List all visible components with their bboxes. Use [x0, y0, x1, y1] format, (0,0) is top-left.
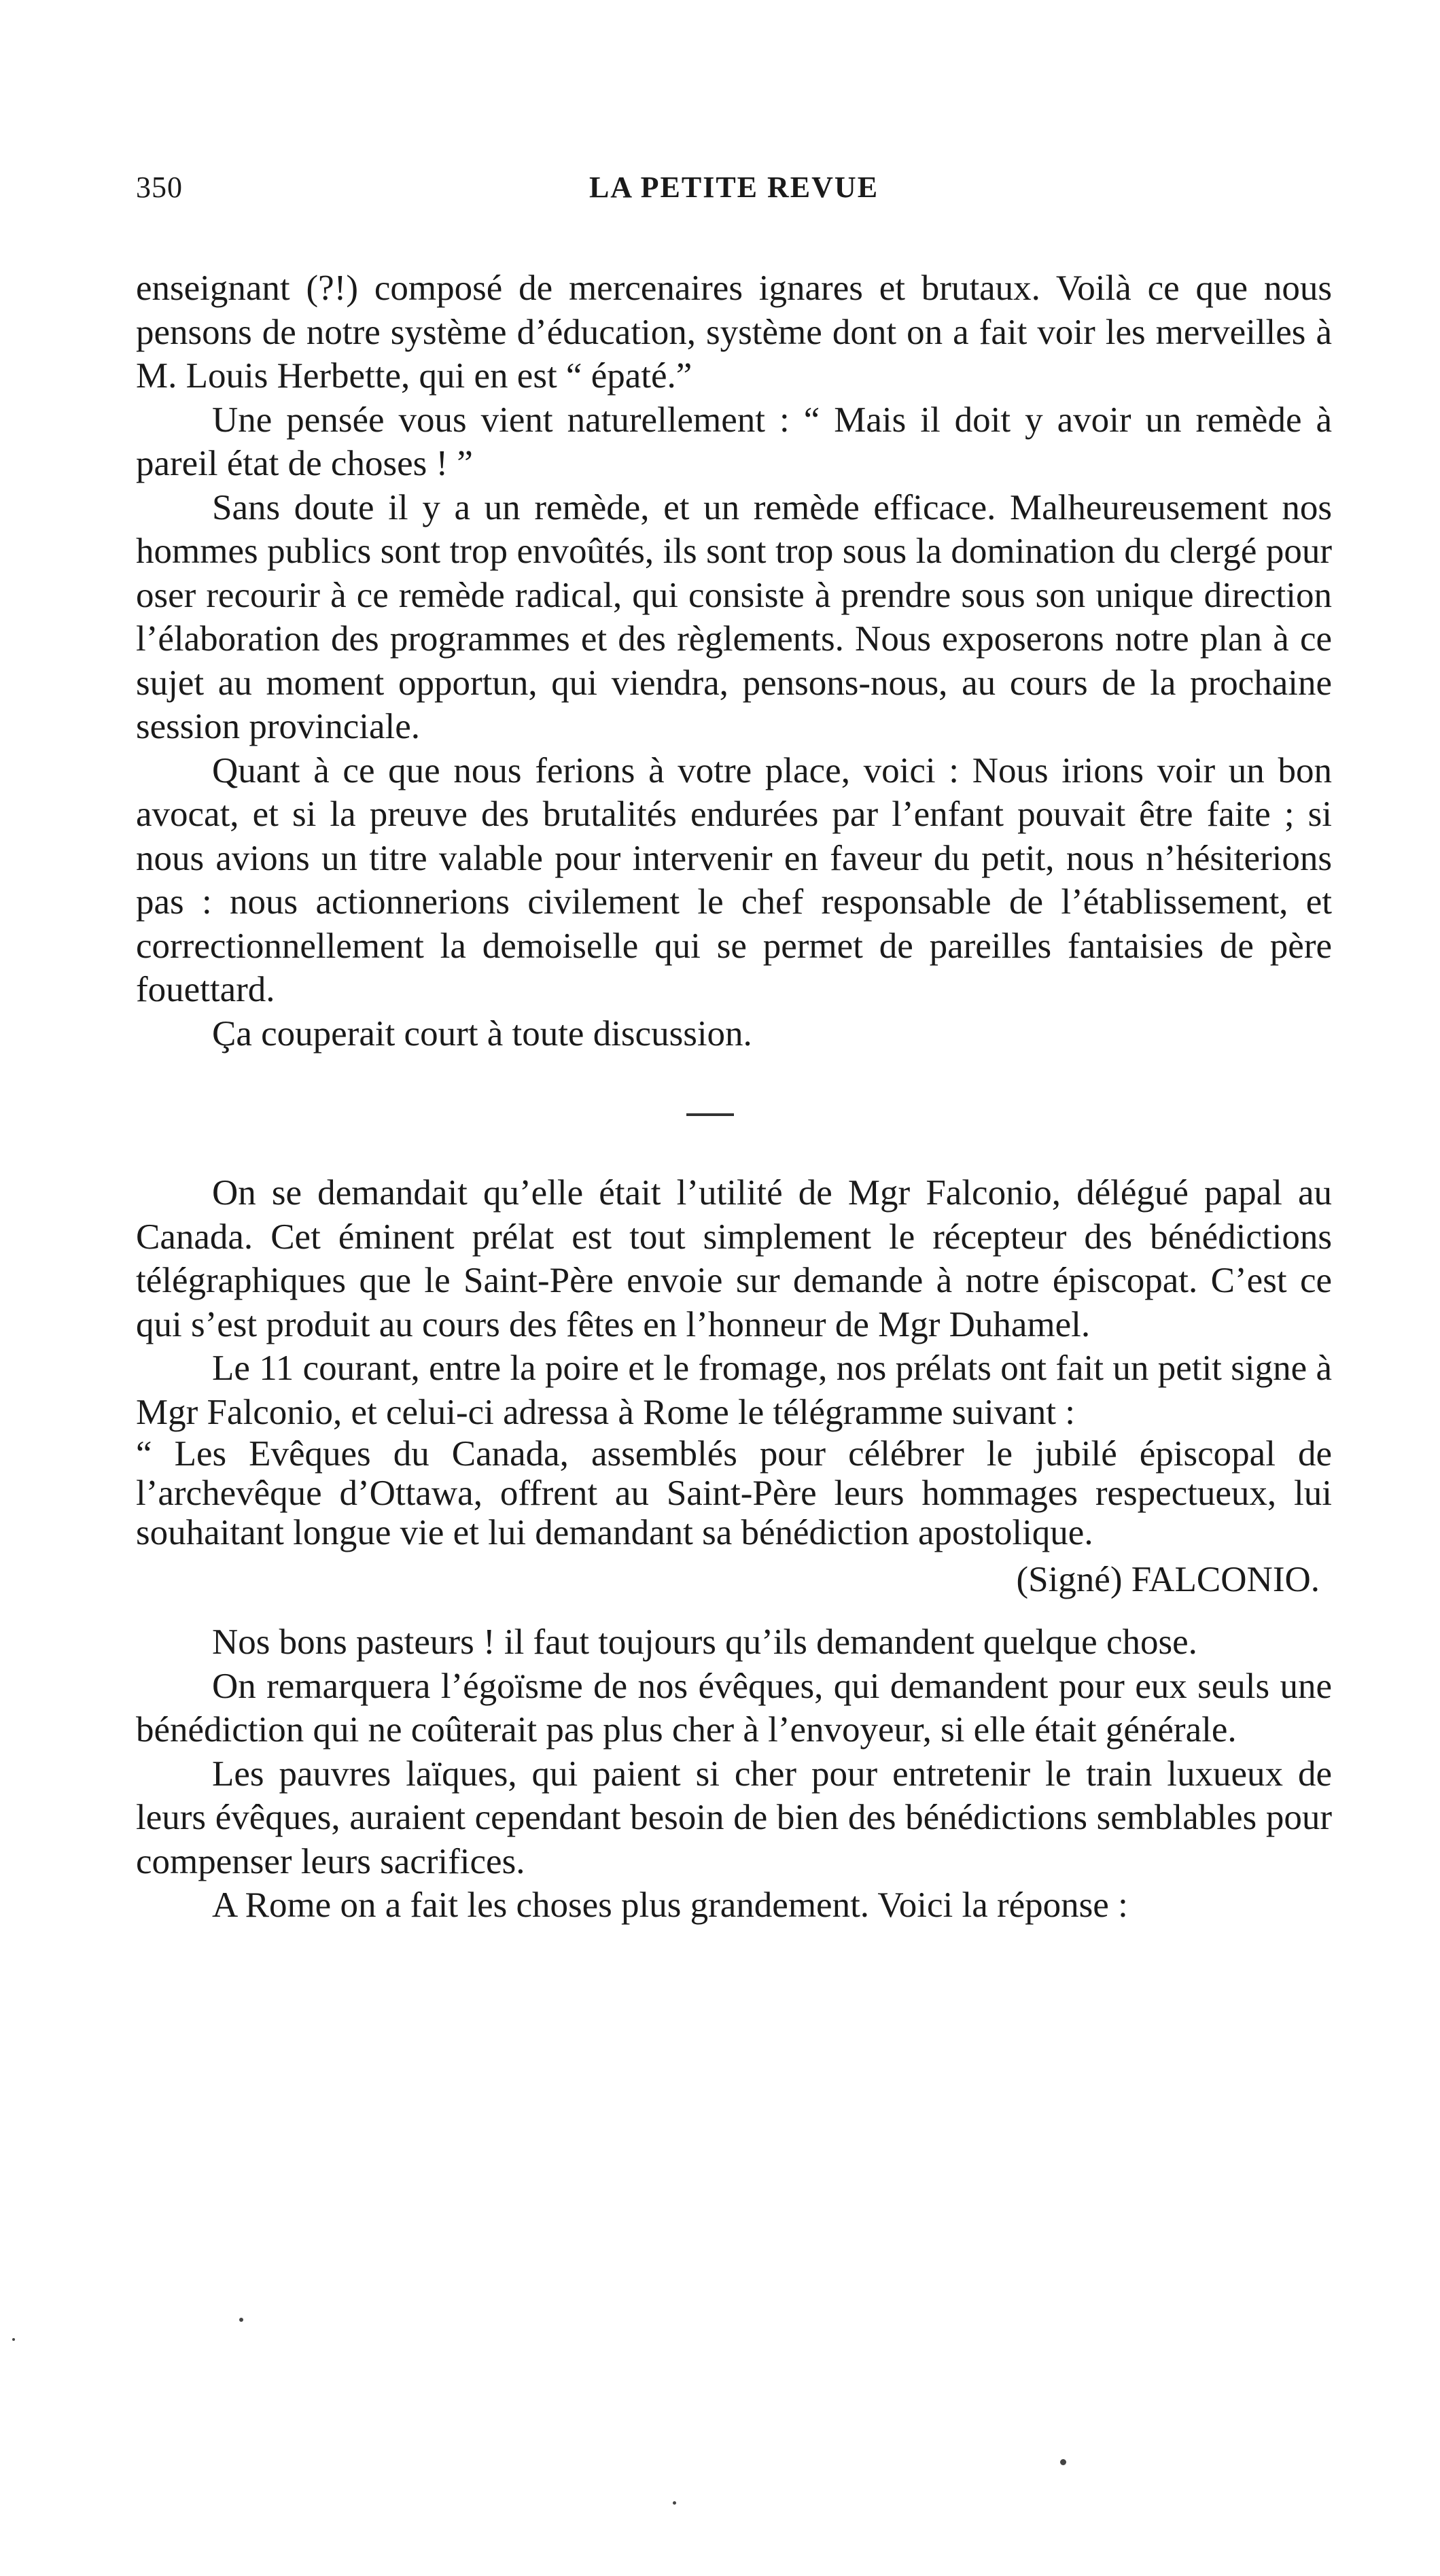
section-falconio [136, 1171, 1332, 1928]
paragraph: Une pensée vous vient naturellement : “ Mais il doit y avoir un remède à pareil état de choses ! ” [136, 400, 1332, 483]
paragraph: Les pauvres laïques, qui paient si cher pour entretenir le train luxueux de leurs évêques, auraient cependant besoin de bien des bénédictions semblables pour compenser leurs sacrifices. [136, 1754, 1332, 1881]
telegram-quote: “ Les Evêques du Canada, assemblés pour célébrer le jubilé épiscopal de l’archevêque d’Ottawa, offrent au Saint-Père leurs hommages respectueux, lui souhaitant longue vie et lui demandant sa bénédiction apostolique. [136, 1434, 1332, 1552]
document-page [136, 170, 1332, 1928]
scan-speck [673, 2501, 676, 2505]
paragraph: Ça couperait court à toute discussion. [212, 1013, 752, 1054]
paragraph: On se demandait qu’elle était l’utilité de Mgr Falconio, délégué papal au Canada. Cet éminent prélat est tout simplement le récepteur des bénédictions télégraphiques que le Saint-Père envoie sur demande à notre épiscopat. C’est ce qui s’est produit au cours des fêtes en l’honneur de Mgr Duhamel. [136, 1173, 1332, 1344]
paragraph: On remarquera l’égoïsme de nos évêques, qui demandent pour eux seuls une bénédiction qui ne coûterait pas plus cher à l’envoyeur, si elle était générale. [136, 1666, 1332, 1750]
paragraph: enseignant (?!) composé de mercenaires ignares et brutaux. Voilà ce que nous pensons de notre système d’éducation, système dont on a fait voir les merveilles à M. Louis Herbette, qui en est “ épaté.” [136, 268, 1332, 396]
scan-speck [239, 2318, 243, 2322]
scan-speck [1060, 2459, 1066, 2465]
paragraph: A Rome on a fait les choses plus grandement. Voici la réponse : [212, 1885, 1128, 1925]
page-number: 350 [136, 171, 183, 204]
telegram-signature: (Signé) FALCONIO. [1016, 1560, 1320, 1599]
page-header [136, 170, 1332, 231]
running-title: LA PETITE REVUE [589, 171, 879, 204]
paragraph: Sans doute il y a un remède, et un remède efficace. Malheureusement nos hommes publics sont trop envoûtés, ils sont trop sous la domination du clergé pour oser recourir à ce remède radical, qui consiste à prendre sous son unique direction l’élaboration des programmes et des règlements. Nous exposerons notre plan à ce sujet au moment opportun, qui viendra, pensons-nous, au cours de la prochaine session provinciale. [136, 487, 1332, 746]
section-education [136, 266, 1332, 1056]
paragraph: Le 11 courant, entre la poire et le fromage, nos prélats ont fait un petit signe à Mgr Falconio, et celui-ci adressa à Rome le télégramme suivant : [136, 1348, 1332, 1432]
section-separator [136, 1056, 1332, 1171]
scan-speck [12, 2338, 15, 2341]
article-body [136, 266, 1332, 1928]
paragraph: Nos bons pasteurs ! il faut toujours qu’ils demandent quelque chose. [212, 1622, 1197, 1662]
separator-dash [686, 1113, 734, 1116]
paragraph: Quant à ce que nous ferions à votre place, voici : Nous irions voir un bon avocat, et si la preuve des brutalités endurées par l’enfant pouvait être faite ; si nous avions un titre valable pour intervenir en faveur du petit, nous n’hésiterions pas : nous actionnerions civilement le chef responsable de l’établissement, et correctionnellement la demoiselle qui se permet de pareilles fantaisies de père fouettard. [136, 750, 1332, 1009]
